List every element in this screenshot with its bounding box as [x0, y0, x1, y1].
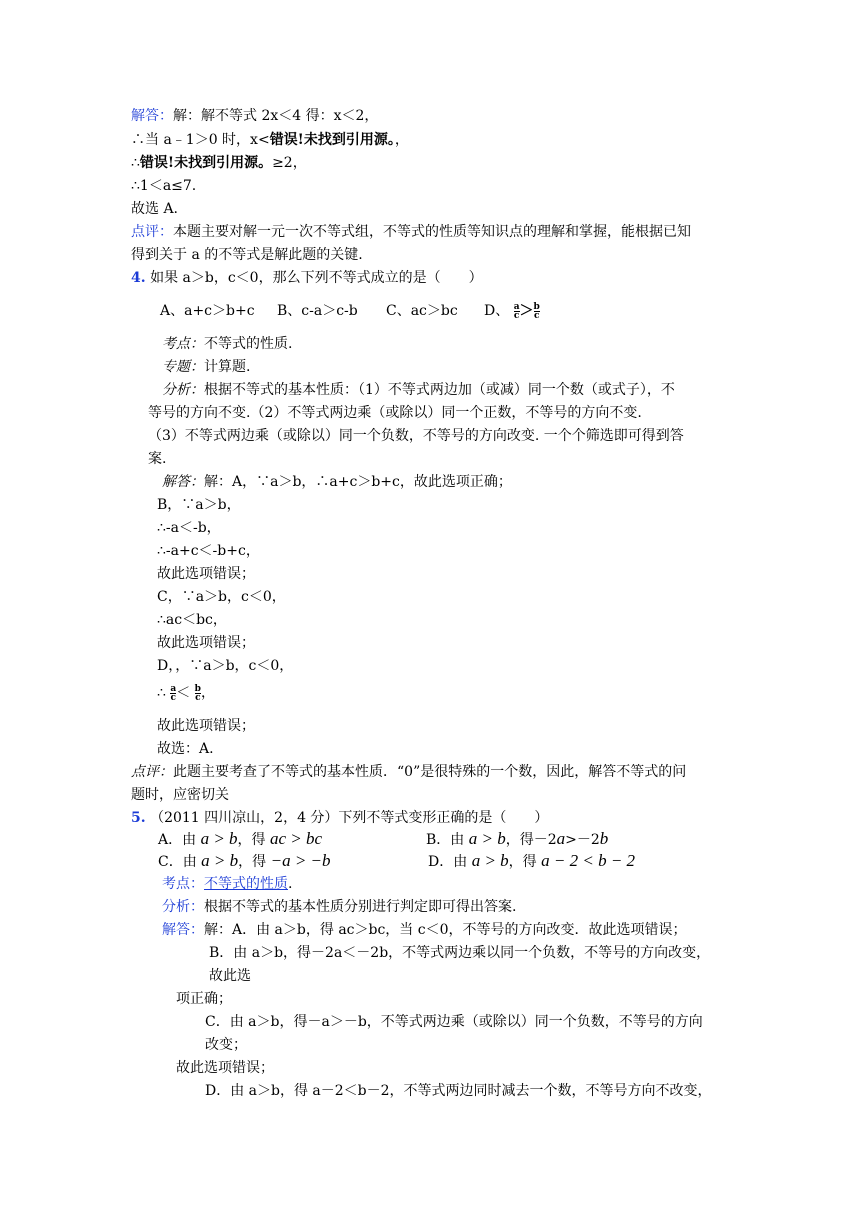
q4-jieda-line-7: ∴ac＜bc， — [157, 612, 227, 628]
text: ，得－2 — [505, 832, 557, 848]
denominator: c — [170, 692, 177, 703]
numerator: a — [513, 301, 520, 312]
denominator: c — [533, 310, 540, 321]
text: A．由 — [158, 832, 201, 848]
q5-jieda-line-2: B．由 a＞b，得－2a＜－2b，不等式两边乘以同一个负数，不等号的方向改变， — [209, 945, 711, 961]
text: C．由 — [158, 854, 202, 870]
math: a > b — [468, 829, 506, 848]
kaodian-link[interactable]: 不等式的性质 — [204, 876, 288, 892]
q4-option-a: A、a+c＞b+c — [160, 303, 255, 319]
math: a > b — [200, 829, 238, 848]
relation: ＞ — [519, 303, 534, 319]
text: ≥2， — [272, 155, 307, 171]
text: ∴ — [157, 685, 171, 701]
q3-line-4: ∴1＜a≤7. — [131, 178, 197, 194]
fenxi-text: 根据不等式的基本性质分别进行判定即可得出答案. — [204, 899, 517, 915]
q4-jieda-line-8: 故此选项错误； — [157, 635, 255, 651]
math: b — [599, 829, 609, 848]
q4-fenxi-line-4: 案. — [148, 451, 167, 467]
q3-comment-line-1 — [131, 222, 691, 242]
text: ，得 — [508, 854, 542, 870]
q5-kaodian — [162, 874, 292, 894]
q5-fenxi — [162, 897, 516, 917]
question-text: 如果 a＞b，c＜0，那么下列不等式成立的是（ ） — [150, 270, 483, 286]
kaodian-label: 考点： — [162, 336, 204, 352]
q4-fenxi-line-1 — [162, 380, 675, 400]
q5-option-d — [428, 851, 635, 872]
q3-line-2 — [131, 130, 409, 150]
q4-jieda-line-1 — [162, 472, 512, 492]
q4-zhuanti — [162, 357, 250, 377]
text: ， — [200, 685, 215, 701]
denominator: c — [513, 310, 520, 321]
jieda-text: 解：A，∵a＞b，∴a+c＞b+c，故此选项正确； — [204, 474, 512, 490]
q5-jieda-line-4: 项正确； — [176, 991, 232, 1007]
text: . — [288, 876, 293, 892]
comment-label: 点评： — [131, 764, 173, 780]
q4-fenxi-line-3: （3）不等式两边乘（或除以）同一个负数，不等号的方向改变. 一个个筛选即可得到答 — [148, 428, 684, 444]
q5-jieda-line-3: 故此选 — [209, 968, 251, 984]
text: ，得 — [237, 832, 270, 848]
zhuanti-label: 专题： — [162, 359, 204, 375]
q4-jieda-line-3: ∴-a＜-b， — [157, 520, 221, 536]
math: a − 2 < b − 2 — [541, 851, 636, 870]
q3-line-5: 故选 A. — [131, 201, 179, 217]
q3-line-3 — [131, 153, 307, 173]
q4-jieda-line-11: 故此选项错误； — [157, 718, 255, 734]
numerator: b — [533, 301, 540, 312]
comment-text: 此题主要考查了不等式的基本性质．“0”是很特殊的一个数，因此，解答不等式的问 — [173, 764, 687, 780]
text: ，得 — [238, 854, 271, 870]
q4-kaodian — [162, 334, 292, 354]
q4-jieda-line-10 — [157, 683, 215, 703]
q5-jieda-line-5: C．由 a＞b，得－a＞－b，不等式两边乘（或除以）同一个负数，不等号的方向 — [205, 1014, 703, 1030]
q5-option-a — [158, 829, 322, 850]
numerator: a — [170, 683, 177, 694]
q5-jieda-line-8: D．由 a＞b，得 a－2＜b－2，不等式两边同时减去一个数，不等号方向不改变， — [205, 1083, 712, 1099]
q4-jieda-line-4: ∴-a+c＜-b+c， — [157, 543, 260, 559]
relation: ＜ — [176, 685, 195, 701]
q4-jieda-line-9: D，，∵a＞b，c＜0， — [157, 658, 294, 674]
answer-text: 解：解不等式 2x＜4 得：x＜2， — [173, 108, 379, 124]
kaodian-text: 不等式的性质. — [204, 336, 293, 352]
numerator: b — [194, 683, 201, 694]
q4-comment-line-1 — [131, 762, 686, 782]
q4-comment-line-2: 题时，应密切关 — [131, 787, 229, 803]
text: >－2 — [565, 832, 600, 848]
q4-option-c: C、ac＞bc — [386, 303, 458, 319]
q5-jieda-line-1 — [162, 920, 687, 940]
text: B．由 — [426, 832, 469, 848]
answer-label: 解答： — [131, 108, 173, 124]
text: ， — [394, 132, 409, 148]
text: ∴ — [131, 155, 140, 171]
q3-answer-line — [131, 106, 378, 126]
text: D．由 — [428, 854, 472, 870]
text: ∴当 a﹣1＞0 时，x< — [131, 132, 270, 148]
q3-comment-line-2: 得到关于 a 的不等式是解此题的关键. — [131, 247, 363, 263]
fenxi-label: 分析： — [162, 899, 204, 915]
kaodian-label: 考点： — [162, 876, 204, 892]
comment-text: 本题主要对解一元一次不等式组，不等式的性质等知识点的理解和掌握，能根据已知 — [173, 224, 691, 240]
q4-jieda-line-6: C，∵a＞b，c＜0， — [157, 589, 286, 605]
q4-jieda-line-12: 故选：A. — [157, 741, 214, 757]
reference-error-text: 错误!未找到引用源。 — [139, 155, 273, 171]
q5-jieda-line-7: 故此选项错误； — [176, 1060, 274, 1076]
fenxi-label: 分析： — [162, 382, 204, 398]
math: −a > −b — [270, 851, 331, 870]
q4-jieda-line-5: 故此选项错误； — [157, 566, 255, 582]
q5-option-b — [426, 829, 608, 850]
fenxi-text: 根据不等式的基本性质：（1）不等式两边加（或减）同一个数（或式子），不 — [204, 382, 675, 398]
jieda-label: 解答： — [162, 922, 204, 938]
q5-stem — [131, 808, 548, 828]
reference-error-text: 错误!未找到引用源。 — [269, 132, 395, 148]
question-number: 5. — [131, 810, 146, 826]
q4-jieda-line-2: B，∵a＞b， — [157, 497, 241, 513]
comment-label: 点评： — [131, 224, 173, 240]
q4-fenxi-line-2: 等号的方向不变.（2）不等式两边乘（或除以）同一个正数，不等号的方向不变. — [148, 405, 642, 421]
fraction — [534, 303, 540, 320]
denominator: c — [195, 692, 201, 703]
q4-option-d — [484, 301, 540, 321]
q5-option-c — [158, 851, 331, 872]
zhuanti-text: 计算题. — [204, 359, 251, 375]
jieda-text: 解：A．由 a＞b，得 ac＞bc，当 c＜0，不等号的方向改变．故此选项错误； — [204, 922, 687, 938]
question-text: （2011 四川凉山，2，4 分）下列不等式变形正确的是（ ） — [150, 810, 549, 826]
question-number: 4. — [131, 270, 146, 286]
q5-jieda-line-6: 改变； — [205, 1037, 247, 1053]
math: a — [556, 829, 566, 848]
option-label: D、 — [484, 303, 510, 319]
q4-option-b: B、c-a＞c-b — [277, 303, 358, 319]
math: a > b — [201, 851, 239, 870]
jieda-label: 解答： — [162, 474, 204, 490]
q4-stem — [131, 268, 483, 288]
math: ac > bc — [270, 829, 323, 848]
math: a > b — [471, 851, 509, 870]
